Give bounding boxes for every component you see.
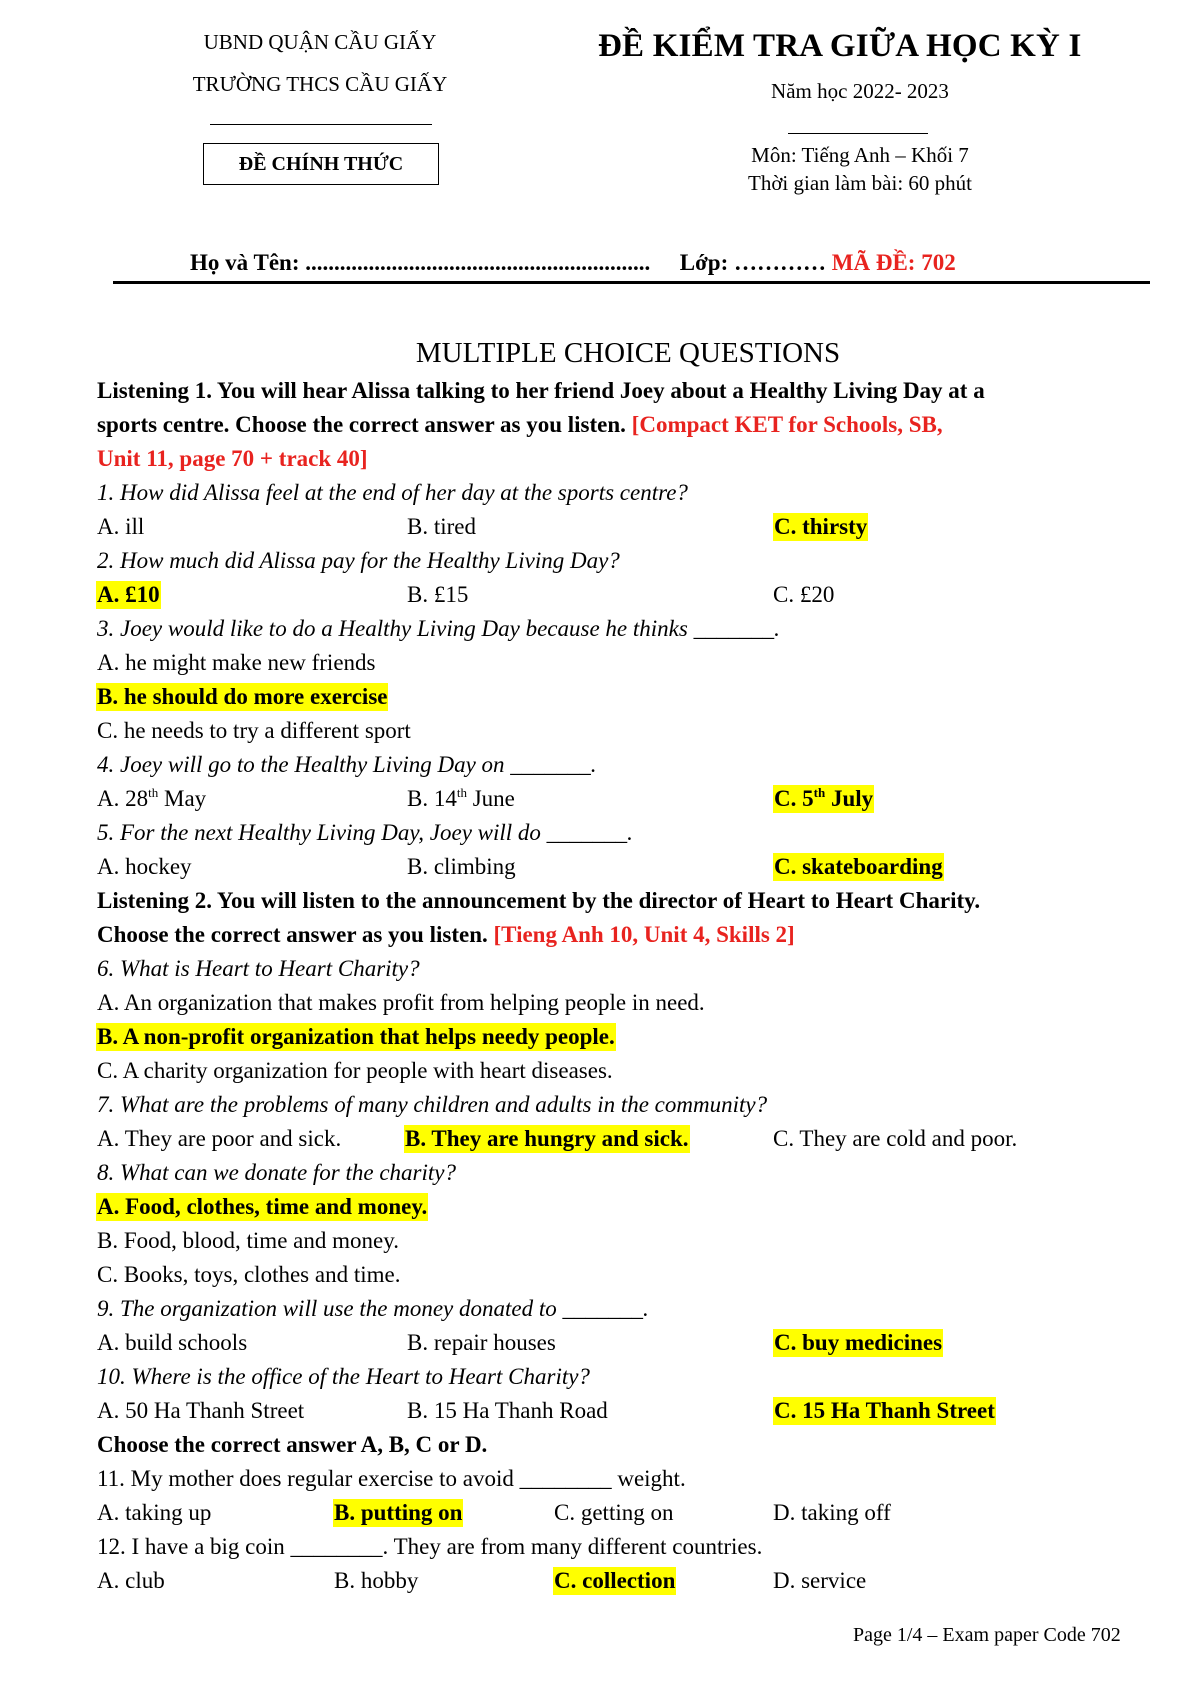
question-4-option-a[interactable] [97, 785, 206, 813]
class-field-label: Lớp: ………… [679, 250, 827, 275]
option-b-text: B. 14 [407, 786, 457, 811]
question-11-stem: 11. My mother does regular exercise to avoid ________ weight. [97, 1466, 686, 1491]
question-9-option-c[interactable]: C. buy medicines [774, 1330, 943, 1355]
question-2-option-b[interactable]: B. £15 [407, 582, 469, 607]
question-5-option-b[interactable]: B. climbing [407, 854, 516, 879]
grammar-instruction: Choose the correct answer A, B, C or D. [97, 1432, 488, 1457]
question-8-stem: 8. What can we donate for the charity? [97, 1160, 456, 1185]
question-1-stem: 1. How did Alissa feel at the end of her day at the sports centre? [97, 480, 688, 505]
question-11-option-a[interactable]: A. taking up [97, 1500, 212, 1525]
question-12-option-a[interactable]: A. club [97, 1568, 165, 1593]
option-c-month: July [825, 786, 874, 811]
listening1-instruction-text: sports centre. Choose the correct answer as you listen. [97, 412, 626, 437]
header-rule [113, 281, 1150, 284]
question-4-option-c[interactable] [773, 785, 874, 813]
name-field-label: Họ và Tên: ............................................................ [190, 250, 651, 275]
official-label: ĐỀ CHÍNH THỨC [203, 143, 439, 185]
question-10-option-a[interactable]: A. 50 Ha Thanh Street [97, 1398, 305, 1423]
question-8-option-c[interactable]: C. Books, toys, clothes and time. [97, 1262, 401, 1287]
district-name: UBND QUẬN CẦU GIẤY [203, 30, 437, 54]
section-title: MULTIPLE CHOICE QUESTIONS [415, 337, 841, 369]
question-3-option-c[interactable]: C. he needs to try a different sport [97, 718, 411, 743]
question-7-option-a[interactable]: A. They are poor and sick. [97, 1126, 342, 1151]
ordinal-suffix: th [148, 785, 159, 800]
question-3-option-a[interactable]: A. he might make new friends [97, 650, 376, 675]
student-info-line [190, 250, 956, 276]
listening1-source-cont: Unit 11, page 70 + track 40] [97, 446, 368, 471]
header-divider-left [210, 124, 432, 125]
question-10-option-b[interactable]: B. 15 Ha Thanh Road [407, 1398, 608, 1423]
school-name: TRƯỜNG THCS CẦU GIẤY [192, 72, 448, 96]
question-5-option-c[interactable]: C. skateboarding [774, 854, 943, 879]
question-1-option-c[interactable]: C. thirsty [774, 514, 868, 539]
question-6-option-b[interactable]: B. A non-profit organization that helps needy people. [97, 1024, 615, 1049]
question-8-option-b[interactable]: B. Food, blood, time and money. [97, 1228, 399, 1253]
ordinal-suffix: th [456, 785, 467, 800]
question-11-option-d[interactable]: D. taking off [773, 1500, 891, 1525]
question-1-option-b[interactable]: B. tired [407, 514, 476, 539]
listening1-instruction-line1: Listening 1. You will hear Alissa talking to her friend Joey about a Healthy Living Day at a [97, 378, 985, 403]
school-year: Năm học 2022- 2023 [771, 79, 949, 103]
header-divider-right [788, 133, 928, 134]
question-5-stem: 5. For the next Healthy Living Day, Joey will do _______. [97, 820, 633, 845]
question-9-option-b[interactable]: B. repair houses [407, 1330, 556, 1355]
question-12-stem: 12. I have a big coin ________. They are from many different countries. [97, 1534, 763, 1559]
question-10-stem: 10. Where is the office of the Heart to Heart Charity? [97, 1364, 590, 1389]
listening2-instruction-line1: Listening 2. You will listen to the announcement by the director of Heart to Heart Charity. [97, 888, 981, 913]
listening2-instruction-line2 [97, 921, 795, 949]
listening1-source: [Compact KET for Schools, SB, [631, 412, 943, 437]
question-4-stem: 4. Joey will go to the Healthy Living Day on _______. [97, 752, 597, 777]
question-5-option-a[interactable]: A. hockey [97, 854, 192, 879]
duration-label: Thời gian làm bài: 60 phút [748, 171, 972, 195]
question-8-option-a[interactable]: A. Food, clothes, time and money. [97, 1194, 428, 1219]
listening2-instruction-text: Choose the correct answer as you listen. [97, 922, 488, 947]
question-2-option-c[interactable]: C. £20 [773, 582, 835, 607]
question-7-stem: 7. What are the problems of many children and adults in the community? [97, 1092, 768, 1117]
option-a-text: A. 28 [97, 786, 149, 811]
option-a-month: May [158, 786, 207, 811]
question-7-option-c[interactable]: C. They are cold and poor. [773, 1126, 1018, 1151]
listening2-source: [Tieng Anh 10, Unit 4, Skills 2] [493, 922, 795, 947]
question-9-option-a[interactable]: A. build schools [97, 1330, 248, 1355]
question-4-option-b[interactable] [407, 785, 515, 813]
option-b-month: June [466, 786, 515, 811]
question-12-option-c[interactable]: C. collection [554, 1568, 676, 1593]
listening1-instruction-line2 [97, 411, 943, 439]
option-c-text: C. 5 [774, 786, 814, 811]
question-9-stem: 9. The organization will use the money donated to _______. [97, 1296, 649, 1321]
question-11-option-c[interactable]: C. getting on [554, 1500, 674, 1525]
question-3-option-b[interactable]: B. he should do more exercise [97, 684, 388, 709]
question-1-option-a[interactable]: A. ill [97, 514, 145, 539]
question-6-option-a[interactable]: A. An organization that makes profit from helping people in need. [97, 990, 705, 1015]
question-2-option-a[interactable]: A. £10 [97, 582, 160, 607]
question-10-option-c[interactable]: C. 15 Ha Thanh Street [774, 1398, 995, 1423]
question-11-option-b[interactable]: B. putting on [334, 1500, 463, 1525]
exam-title: ĐỀ KIỂM TRA GIỮA HỌC KỲ I [598, 28, 1082, 64]
question-2-stem: 2. How much did Alissa pay for the Healthy Living Day? [97, 548, 620, 573]
question-7-option-b[interactable]: B. They are hungry and sick. [405, 1126, 689, 1151]
question-12-option-d[interactable]: D. service [773, 1568, 867, 1593]
question-3-stem: 3. Joey would like to do a Healthy Living Day because he thinks _______. [97, 616, 780, 641]
exam-code: MÃ ĐỀ: 702 [831, 250, 956, 275]
subject-label: Môn: Tiếng Anh – Khối 7 [751, 143, 969, 167]
question-12-option-b[interactable]: B. hobby [334, 1568, 419, 1593]
ordinal-suffix: th [813, 785, 826, 800]
question-6-stem: 6. What is Heart to Heart Charity? [97, 956, 420, 981]
question-6-option-c[interactable]: C. A charity organization for people with heart diseases. [97, 1058, 613, 1083]
page-footer: Page 1/4 – Exam paper Code 702 [853, 1624, 1121, 1646]
